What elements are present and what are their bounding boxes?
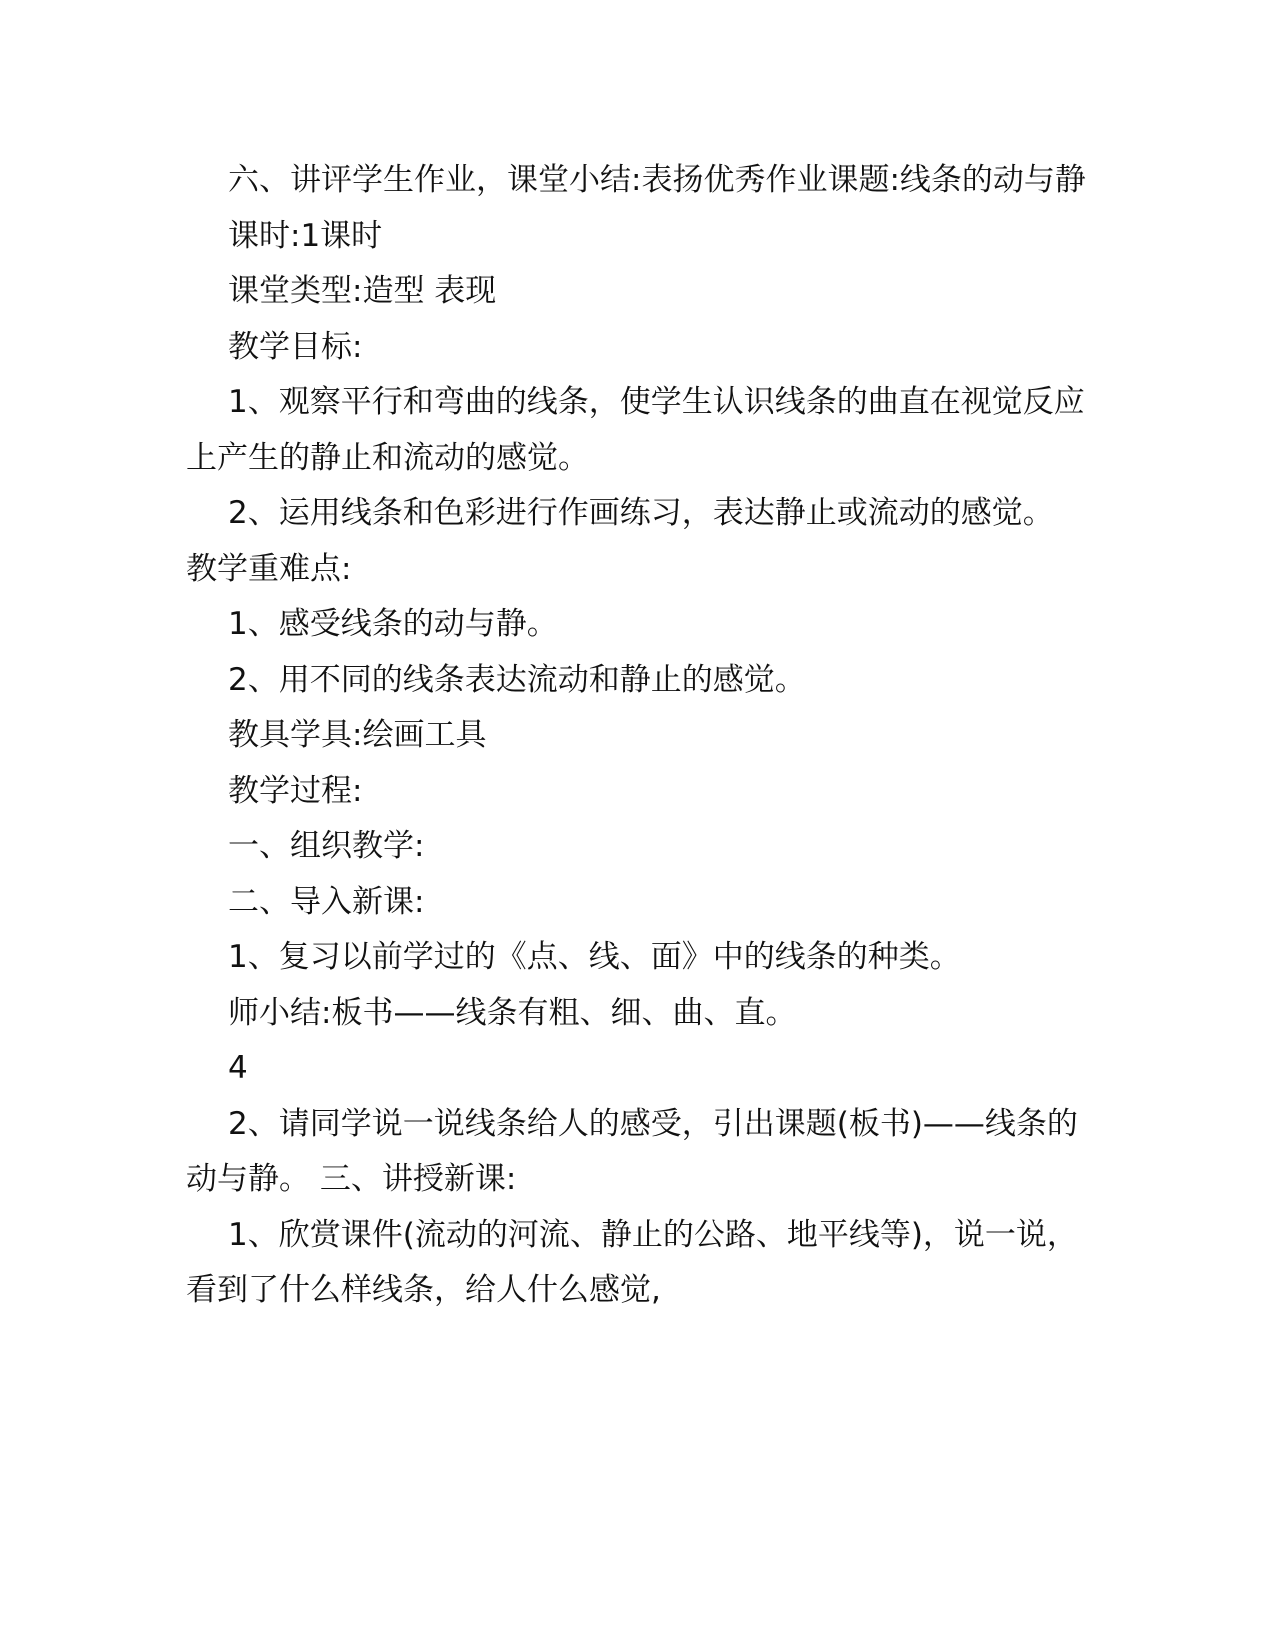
- paragraph-4: 教学目标:: [228, 328, 363, 365]
- paragraph-3: 课堂类型:造型 表现: [228, 273, 497, 309]
- paragraph-2: 课时:1课时: [228, 217, 383, 254]
- document-body: [186, 153, 1086, 1319]
- paragraph-8: 2、用不同的线条表达流动和静止的感觉。: [228, 661, 806, 698]
- paragraph-16: 1、欣赏课件(流动的河流、静止的公路、地平线等)，说一说，看到了什么样线条，给人什么感觉,: [186, 1216, 1078, 1308]
- paragraph-14: 师小结:板书——线条有粗、细、曲、直。: [228, 994, 797, 1031]
- paragraph-1: 六、讲评学生作业，课堂小结:表扬优秀作业课题:线条的动与静: [228, 162, 1086, 198]
- paragraph-15: 2、请同学说一说线条给人的感受，引出课题(板书)——线条的动与静。 三、讲授新课:: [186, 1105, 1078, 1197]
- paragraph-7: 1、感受线条的动与静。: [228, 606, 558, 642]
- paragraph-12: 二、导入新课:: [228, 883, 425, 920]
- page-number: 4: [228, 1050, 248, 1086]
- paragraph-10: 教学过程:: [228, 772, 363, 809]
- paragraph-13: 1、复习以前学过的《点、线、面》中的线条的种类。: [228, 939, 961, 975]
- paragraph-9: 教具学具:绘画工具: [228, 717, 487, 753]
- paragraph-11: 一、组织教学:: [228, 828, 425, 864]
- paragraph-5: 1、观察平行和弯曲的线条，使学生认识线条的曲直在视觉反应上产生的静止和流动的感觉。: [186, 384, 1085, 476]
- paragraph-6: 2、运用线条和色彩进行作画练习，表达静止或流动的感觉。 教学重难点:: [186, 495, 1054, 587]
